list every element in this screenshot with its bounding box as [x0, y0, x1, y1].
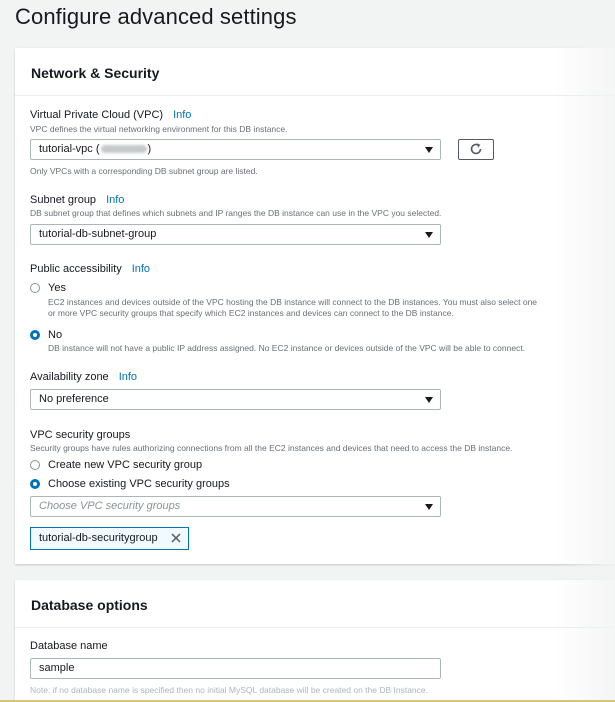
database-options-header: Database options: [15, 580, 615, 628]
public-access-label: Public accessibility: [30, 263, 122, 275]
vpc-id-redacted: [101, 145, 147, 153]
public-access-yes-description-line2: or more VPC security groups that specify which EC2 instances and devices can connect to the DB instance.: [48, 308, 454, 318]
subnet-label: Subnet group: [30, 194, 97, 206]
security-group-token-label: tutorial-db-securitygroup: [39, 532, 158, 544]
vpc-value-prefix: tutorial-vpc (: [39, 143, 100, 155]
choose-existing-sg-label: Choose existing VPC security groups: [48, 478, 230, 490]
public-access-no-label: No: [48, 329, 63, 341]
vpc-hint: Only VPCs with a corresponding DB subnet group are listed.: [30, 166, 258, 176]
refresh-vpc-button[interactable]: [458, 139, 494, 160]
vpc-info-link[interactable]: Info: [173, 109, 192, 121]
security-groups-label: VPC security groups: [30, 429, 131, 441]
vpc-label: Virtual Private Cloud (VPC): [30, 109, 164, 121]
public-access-yes-description-line1: EC2 instances and devices outside of the VPC hosting the DB instance will connect to the DB instances. You must also select one: [48, 297, 538, 307]
subnet-field-label: [30, 194, 124, 206]
create-new-sg-radio[interactable]: [30, 460, 40, 470]
subnet-description: DB subnet group that defines which subnets and IP ranges the DB instance can use in the VPC you selected.: [30, 208, 442, 218]
public-access-no-radio[interactable]: [30, 330, 40, 340]
database-options-panel: [15, 580, 615, 702]
vpc-description: VPC defines the virtual networking environment for this DB instance.: [30, 124, 288, 134]
public-access-yes-label: Yes: [48, 282, 66, 294]
availability-zone-value: No preference: [39, 393, 109, 405]
public-access-field-label: [30, 263, 150, 275]
public-access-no-description: DB instance will not have a public IP address assigned. No EC2 instance or devices outside of the VPC will be able to connect.: [48, 343, 526, 353]
database-name-label: Database name: [30, 640, 108, 652]
security-group-token: [30, 527, 189, 550]
public-access-yes-radio[interactable]: [30, 283, 40, 293]
availability-zone-select[interactable]: [30, 389, 441, 410]
refresh-icon: [469, 142, 483, 156]
vpc-value-suffix: ): [147, 143, 152, 155]
database-name-input[interactable]: [30, 658, 441, 679]
security-groups-description: Security groups have rules authorizing connections from all the EC2 instances and devices that need to access the DB instance.: [30, 443, 513, 453]
subnet-group-value: tutorial-db-subnet-group: [39, 228, 157, 240]
az-field-label: [30, 371, 137, 383]
database-name-note: Note: if no database name is specified then no initial MySQL database will be created on the DB Instance.: [30, 685, 429, 695]
database-name-value: sample: [39, 662, 75, 674]
caret-down-icon: [425, 397, 433, 403]
security-groups-select[interactable]: [30, 496, 441, 517]
subnet-info-link[interactable]: Info: [106, 194, 125, 206]
security-groups-placeholder: Choose VPC security groups: [39, 500, 181, 512]
az-label: Availability zone: [30, 371, 109, 383]
close-icon[interactable]: [169, 531, 183, 545]
network-security-header: Network & Security: [15, 48, 615, 96]
subnet-group-select[interactable]: [30, 224, 441, 245]
vpc-field-label: [30, 109, 191, 121]
caret-down-icon: [425, 147, 433, 153]
page-title: Configure advanced settings: [15, 4, 297, 29]
vpc-select[interactable]: [30, 139, 441, 160]
create-new-sg-label: Create new VPC security group: [48, 459, 203, 471]
caret-down-icon: [425, 232, 433, 238]
caret-down-icon: [425, 504, 433, 510]
az-info-link[interactable]: Info: [118, 371, 138, 383]
choose-existing-sg-radio[interactable]: [30, 479, 40, 489]
network-security-panel: [15, 48, 615, 564]
public-access-info-link[interactable]: Info: [131, 263, 151, 275]
